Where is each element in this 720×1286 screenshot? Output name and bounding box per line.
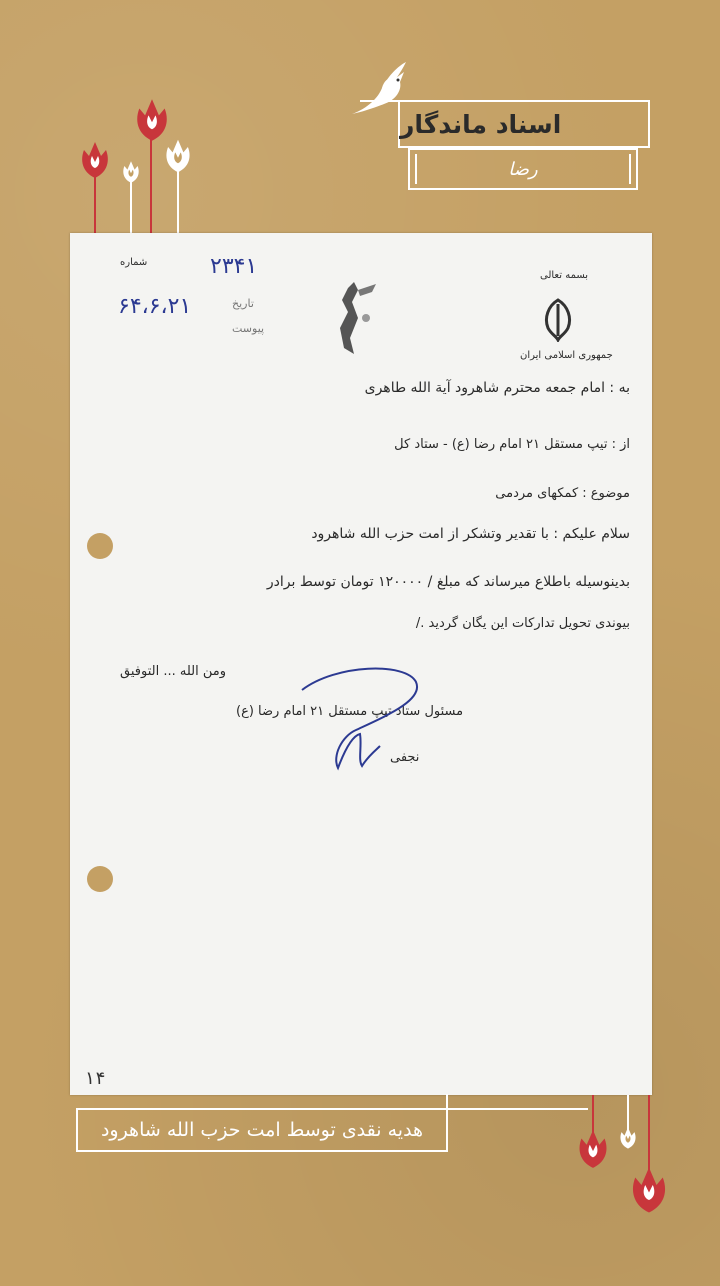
to-line: به : امام جمعه محترم شاهرود آیة الله طاهری: [364, 380, 630, 396]
from-line: از : تیپ مستقل ۲۱ امام رضا (ع) - ستاد کل: [394, 437, 630, 452]
body-line-2: بدینوسیله باطلاع میرساند که مبلغ / ۱۲۰۰۰۰ تومان توسط برادر: [266, 574, 630, 590]
number-label: شماره: [120, 257, 148, 268]
date-value: ۶۴،۶،۲۱: [118, 294, 192, 319]
subject-line: موضوع : کمکهای مردمی: [495, 486, 630, 501]
page-title: اسناد ماندگار: [398, 100, 650, 148]
tulip-icon: [618, 1126, 638, 1150]
signer-name: نجفی: [390, 750, 420, 765]
tulip-icon: [626, 1165, 672, 1215]
signer-title: مسئول ستاد تیپ مستقل ۲۱ امام رضا (ع): [236, 704, 464, 719]
iran-emblem-icon: [538, 296, 578, 342]
tulip-icon: [574, 1128, 612, 1170]
punch-hole: [87, 866, 113, 892]
closing-line: ومن الله ... التوفیق: [120, 664, 226, 679]
page-number: ۱۴: [84, 1068, 106, 1089]
body-line-1: سلام علیکم : با تقدیر وتشکر از امت حزب الله شاهرود: [311, 526, 630, 542]
subtitle-box: [408, 148, 638, 190]
punch-hole: [87, 533, 113, 559]
subtitle-calligraphy: رضا: [415, 154, 631, 184]
date-label: تاریخ: [232, 297, 254, 310]
flower-stem: [150, 135, 152, 235]
emblem-caption: جمهوری اسلامی ایران: [520, 350, 613, 361]
number-value: ۲۳۴۱: [210, 254, 258, 279]
attachment-label: پیوست: [232, 322, 265, 335]
body-line-3: بیوندی تحویل تدارکات این یگان گردید ./: [415, 616, 630, 631]
tulip-icon: [120, 160, 142, 184]
caption-box: [76, 1108, 448, 1152]
tulip-icon: [162, 138, 194, 174]
caption-text: هدیه نقدی توسط امت حزب الله شاهرود: [100, 1119, 424, 1141]
tulip-icon: [130, 97, 174, 143]
flower-stem: [177, 165, 179, 235]
tulip-icon: [78, 140, 112, 180]
flower-stem: [130, 180, 132, 235]
flower-stem: [94, 175, 96, 235]
irgc-logo-icon: [328, 278, 380, 358]
bismillah: بسمه تعالی: [540, 270, 589, 281]
caption-connector: [448, 1108, 588, 1110]
flower-stem: [648, 1095, 650, 1175]
